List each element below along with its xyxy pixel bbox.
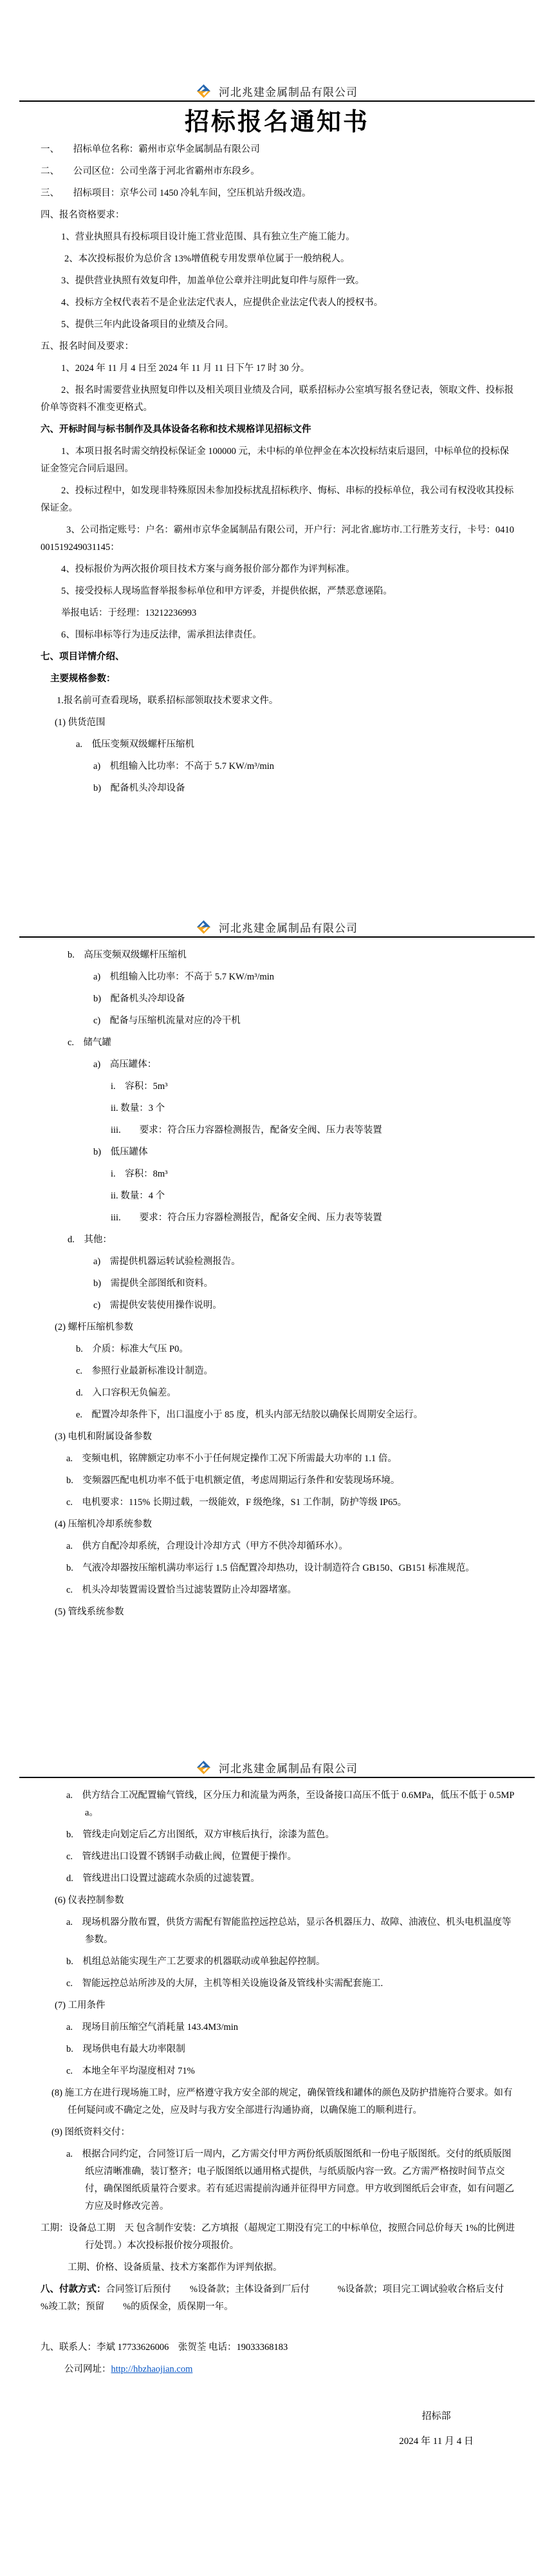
paragraph: (6) 仪表控制参数: [55, 1895, 124, 1906]
bold-label: 八、付款方式：: [41, 2284, 106, 2295]
paragraph: b. 高压变频双级螺杆压缩机: [68, 950, 187, 960]
paragraph: c. 参照行业最新标准设计制造。: [76, 1366, 214, 1376]
paragraph: c) 配备与压缩机流量对应的冷干机: [93, 1016, 241, 1026]
paragraph: e. 配置冷却条件下，出口温度小于 85 度，机头内部无结胶以确保长周期安全运行。: [76, 1410, 423, 1420]
paragraph: b. 管线走向划定后乙方出图纸，双方审核后执行，涂漆为蓝色。: [66, 1830, 335, 1840]
page-2-body: [0, 947, 554, 1621]
paragraph: b) 配备机头冷却设备: [93, 994, 185, 1004]
page-3-body: [0, 1787, 554, 2378]
paragraph: b) 配备机头冷却设备: [93, 783, 185, 793]
paragraph: (2) 螺杆压缩机参数: [55, 1322, 134, 1332]
page-header: [0, 1760, 554, 1775]
page-header: [0, 84, 554, 99]
paragraph: b. 现场供电有最大功率限制: [66, 2044, 185, 2054]
paragraph: (1) 供货范围: [55, 717, 106, 728]
paragraph: 1、营业执照具有投标项目设计施工营业范围、具有独立生产施工能力。: [61, 232, 355, 242]
page-header: [0, 920, 554, 934]
company-name: 河北兆建金属制品有限公司: [219, 86, 358, 99]
paragraph: iii. 要求：符合压力容器检测报告，配备安全阀、压力表等装置: [111, 1213, 382, 1223]
company-name: 河北兆建金属制品有限公司: [219, 922, 358, 934]
document-page-1: [0, 0, 554, 858]
signature-block: [399, 2408, 474, 2450]
paragraph: a. 现场机器分散布置，供货方需配有智能监控远控总站，显示各机器压力、故障、油液位、机头电机温度等参数。: [66, 1917, 512, 1945]
paragraph: a. 供方结合工况配置输气管线，区分压力和流量为两条，至设备接口高压不低于 0.6MPa，低压不低于 0.5MPa。: [66, 1790, 515, 1818]
header-divider: [19, 1777, 535, 1778]
paragraph: c. 机头冷却装置需设置恰当过滤装置防止冷却器堵塞。: [66, 1585, 297, 1595]
header-divider: [19, 100, 535, 102]
paragraph: c. 储气罐: [68, 1037, 112, 1048]
paragraph: (4) 压缩机冷却系统参数: [55, 1519, 152, 1530]
paragraph: 六、开标时间与标书制作及具体设备名称和技术规格详见招标文件: [41, 424, 311, 435]
paragraph: a. 低压变频双级螺杆压缩机: [76, 739, 195, 750]
text-run: 合同签订后预付 %设备款；主体设备到厂后付 %设备款；项目完工调试验收合格后支付 %竣工款；预留 %的质保金，质保期一年。: [41, 2284, 513, 2312]
company-logo-icon: [196, 1760, 211, 1775]
paragraph: c. 本地全年平均湿度相对 71%: [66, 2066, 195, 2076]
paragraph: b) 低压罐体: [93, 1147, 148, 1157]
paragraph: 1、本项日报名时需交纳投标保证金 100000 元，未中标的单位押金在本次投标结束后退回，中标单位的投标保证金签完合同后退回。: [41, 446, 509, 474]
paragraph: 九、联系人：李斌 17733626006 张贺荃 电话：19033368183: [41, 2342, 288, 2353]
paragraph: 6、围标串标等行为违反法律，需承担法律责任。: [61, 630, 262, 640]
paragraph: b. 变频器匹配电机功率不低于电机额定值，考虑周期运行条件和安装现场环境。: [66, 1475, 400, 1486]
paragraph: 四、报名资格要求：: [41, 210, 125, 220]
paragraph: 举报电话：于经理：13212236993: [61, 608, 197, 618]
page-1-body: [0, 141, 554, 797]
document-page-2: [0, 858, 554, 1717]
paragraph: 主要规格参数：: [50, 674, 116, 684]
document-title: 招标报名通知书: [184, 109, 369, 136]
paragraph: c) 需提供安装使用操作说明。: [93, 1300, 222, 1311]
paragraph: 工期：设备总工期 天 包含制作安装：乙方填报（超规定工期没有完工的中标单位，按照合同总价每天 1%的比例进行处罚。）本次投标报价按分项报价。: [41, 2223, 515, 2251]
paragraph: c. 智能远控总站所涉及的大屏，主机等相关设施设备及管线朴实需配套施工.: [66, 1978, 383, 1989]
paragraph: 1、2024 年 11 月 4 日至 2024 年 11 月 11 日下午 17 时 30 分。: [61, 363, 310, 374]
header-divider: [19, 936, 535, 938]
paragraph: [0, 2281, 515, 2316]
document-page-3: [0, 1717, 554, 2576]
paragraph: ii. 数量：3 个: [111, 1103, 165, 1113]
signature-date: 2024 年 11 月 4 日: [399, 2436, 474, 2447]
paragraph: 三、 招标项目：京华公司 1450 冷轧车间，空压机站升级改造。: [41, 188, 311, 198]
paragraph: i. 容积：5m³: [111, 1081, 168, 1092]
paragraph: a. 供方自配冷却系统，合理设计冷却方式（甲方不供冷却循环水）。: [66, 1541, 348, 1551]
paragraph: 七、项目详情介绍、: [41, 652, 125, 662]
paragraph: 2、报名时需要营业执照复印件以及相关项目业绩及合同，联系招标办公室填写报名登记表，领取文件、投标报价单等资料不准变更格式。: [41, 385, 514, 413]
paragraph: 3、公司指定账号：户名：霸州市京华金属制品有限公司，开户行：河北省.廊坊市.工行胜芳支行，卡号：0410001519249031145：: [41, 525, 514, 553]
signature-department: 招标部: [421, 2411, 451, 2421]
paragraph: a) 需提供机器运转试验检测报告。: [93, 1256, 241, 1267]
paragraph: ii. 数量：4 个: [111, 1191, 165, 1201]
paragraph: 五、报名时间及要求：: [41, 341, 134, 352]
paragraph: 4、投标方全权代表若不是企业法定代表人，应提供企业法定代表人的授权书。: [61, 298, 383, 308]
paragraph: 2、投标过程中，如发现非特殊原因未参加投标扰乱招标秩序、悔标、串标的投标单位，我公司有权没收其投标保证金。: [41, 486, 514, 513]
paragraph: a) 机组输入比功率：不高于 5.7 KW/m³/min: [93, 761, 275, 772]
paragraph: 二、 公司区位：公司坐落于河北省霸州市东段乡。: [41, 166, 260, 176]
paragraph: a. 根据合同约定，合同签订后一周内，乙方需交付甲方两份纸质版图纸和一份电子版图纸。交付的纸质版图纸应清晰准确，装订整齐；电子版图纸以通用格式提供，与纸质版内容一致。乙方需严格按时间节点交付，确保图纸质量符合要求。若有延迟需提前沟通并征得甲方同意。甲方收到图纸后会审查，如有问题乙方应及时修改完善。: [66, 2149, 514, 2211]
paragraph: 4、投标报价为两次报价项目技术方案与商务报价部分都作为评判标准。: [61, 564, 355, 574]
paragraph: a) 高压罐体：: [93, 1059, 157, 1070]
paragraph: i. 容积：8m³: [111, 1169, 168, 1179]
paragraph: iii. 要求：符合压力容器检测报告，配备安全阀、压力表等装置: [111, 1125, 382, 1135]
paragraph: 工期、价格、设备质量、技术方案都作为评判依据。: [68, 2262, 282, 2273]
paragraph: (7) 工用条件: [55, 2000, 106, 2011]
paragraph: b. 机组总站能实现生产工艺要求的机器联动或单独起停控制。: [66, 1956, 326, 1967]
paragraph: d. 其他：: [68, 1235, 112, 1245]
paragraph: [0, 2361, 515, 2378]
paragraph: d. 入口容积无负偏差。: [76, 1388, 176, 1398]
paragraph: 5、接受投标人现场监督举报参标单位和甲方评委，并提供依据，严禁恶意诬陷。: [61, 586, 392, 596]
paragraph: (8) 施工方在进行现场施工时，应严格遵守我方安全部的规定，确保管线和罐体的颜色及防护措施符合要求。如有任何疑问或不确定之处，应及时与我方安全部进行沟通协商，以确保施工的顺利进行。: [51, 2088, 513, 2116]
website-label: 公司网址：: [64, 2364, 111, 2374]
paragraph: 5、提供三年内此设备项目的业绩及合同。: [61, 319, 234, 330]
paragraph: c. 管线进出口设置不锈钢手动截止阀，位置便于操作。: [66, 1852, 297, 1862]
company-website-link[interactable]: http://hbzhaojian.com: [111, 2364, 193, 2374]
paragraph: 2、本次投标报价为总价含 13%增值税专用发票单位属于一般纳税人。: [64, 254, 350, 264]
paragraph: (3) 电机和附属设备参数: [55, 1432, 152, 1442]
paragraph: (9) 图纸资料交付：: [51, 2127, 131, 2137]
paragraph: b. 介质：标准大气压 P0。: [76, 1344, 189, 1354]
company-logo-icon: [196, 84, 211, 99]
paragraph: a. 现场目前压缩空气消耗量 143.4M3/min: [66, 2022, 239, 2032]
paragraph: b) 需提供全部图纸和资料。: [93, 1278, 214, 1289]
paragraph: 1.报名前可查看现场，联系招标部领取技术要求文件。: [57, 696, 279, 706]
company-name: 河北兆建金属制品有限公司: [219, 1763, 358, 1775]
company-logo-icon: [196, 920, 211, 934]
paragraph: 一、 招标单位名称：霸州市京华金属制品有限公司: [41, 144, 260, 155]
paragraph: b. 气液冷却器按压缩机满功率运行 1.5 倍配置冷却热功，设计制造符合 GB150、GB151 标准规范。: [66, 1563, 475, 1573]
paragraph: a. 变频电机，铭牌额定功率不小于任何规定操作工况下所需最大功率的 1.1 倍。: [66, 1454, 397, 1464]
paragraph: d. 管线进出口设置过滤疏水杂质的过滤装置。: [66, 1873, 260, 1884]
paragraph: (5) 管线系统参数: [55, 1607, 124, 1617]
paragraph: a) 机组输入比功率：不高于 5.7 KW/m³/min: [93, 972, 275, 982]
paragraph: 3、提供营业执照有效复印件，加盖单位公章并注明此复印件与原件一致。: [61, 276, 365, 286]
paragraph: c. 电机要求：115% 长期过载，一级能效，F 级绝缘，S1 工作制，防护等级 IP65。: [66, 1497, 407, 1508]
